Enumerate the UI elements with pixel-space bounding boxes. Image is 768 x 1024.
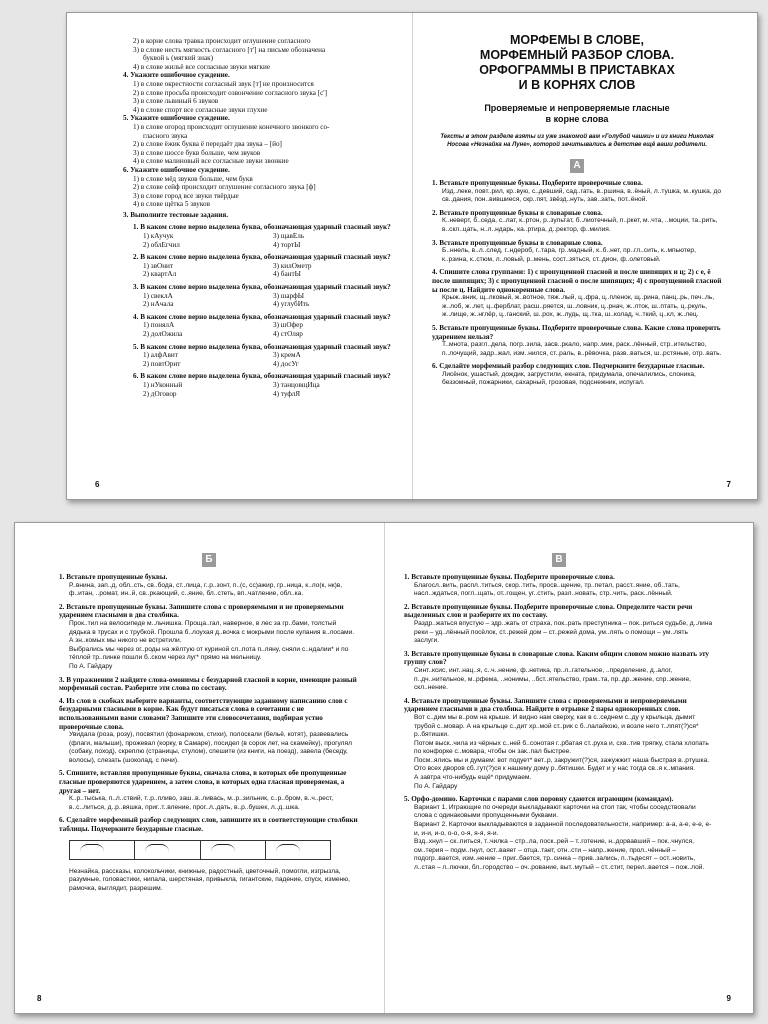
- text-line: 4. Укажите ошибочное суждение.: [123, 71, 230, 80]
- answer-option: 1) звОнит: [143, 261, 174, 270]
- level-badge-b: Б: [202, 553, 216, 567]
- exercise-heading: 1. Вставьте пропущенные буквы.: [59, 573, 168, 581]
- test-question: [123, 343, 403, 369]
- page-6-lines: [123, 37, 403, 209]
- answer-option: 1) понялА: [143, 321, 175, 330]
- exercise-body: Синт..ксис, инт..нац..я, с..ч..нение, ф..нетика, пр..л..гательное, ..пределение, д..алог, п..дч..нительное, м..рфема, ..нонимы, ..бст..ятельство, грам..та, пр..др..жение, спр..жение, скл..нение.: [414, 666, 691, 692]
- exercise: [59, 816, 359, 833]
- text-line: 3) в слове шоссе букв больше, чем звуков: [133, 148, 261, 157]
- section-title: [432, 33, 722, 93]
- page-7-content: [432, 33, 722, 388]
- exercise-heading: 6. Сделайте морфемный разбор следующих слов. Подчеркните безударные гласные.: [432, 362, 705, 371]
- exercise-body: Вот с..дим мы в..ром на крыше. И видно нам сверху, как в с..седнем с..ду у крыльца, дымит трубой с..мовар. А на крыльце с..дит хр..мой ст..рик с б..лалайкою, и возле него т..лпят(?)ся* р..бятишки. Потом выск..чила из чёрных с..ней б..сонотая г..рбатая ст..руха и, схв..тив тряпку, стала хлопать по конфорке с..мовара, чтобы он зак..пал быстрее. Посм..ялись мы и думаем: вот подует* вет..р, закружит(?)ся, зажужжит наша быстрая в..ртушка. Ото всех дворов сб..гут(?)ся к нашему дому р..бятишки. Будет и у нас тогда св..я к..мпания. А завтра что-нибудь ещё* придумаем. По А. Гайдару: [414, 713, 710, 790]
- page-7: [412, 13, 757, 499]
- morpheme-scheme-icon: [145, 844, 169, 852]
- exercise-body: Б..ннель, в..л..след, г..ндероб, г..тара, гр..мадный, к..б..нет, пр..гл..сить, к..мпьютер, к..рзина, к..стюм, л..ловый, р..мень, сост..зяться, ст..дион, ф..олетовый.: [442, 247, 696, 263]
- text-line: буквой ь (мягкий знак): [143, 54, 214, 63]
- answer-option: 2) дОговор: [143, 389, 177, 398]
- text-line: 6. Укажите ошибочное суждение.: [123, 165, 230, 174]
- page-number-9: 9: [726, 994, 731, 1003]
- exercise-body: Изд..леке, повт..рил, кр..вую, с..девший, сад..гать, в..ршина, в..ёный, л..тушка, м..кушка, до св..дания, пон..вившиеся, скр..пят, звёзд..нуть, зав..зать, пот..ёной.: [442, 187, 722, 204]
- exercise-heading: 6. Сделайте морфемный разбор следующих слов, запишите их в соответствующие столбики таблицы. Подчеркните безударные гласные.: [59, 816, 358, 834]
- text-line: 4) в слове жильё все согласные звуки мягкие: [133, 62, 271, 71]
- exercise-heading: 3. Вставьте пропущенные буквы в словарные слова. Каким общим словом можно назвать эту группу слов?: [404, 649, 710, 667]
- test-question: [123, 313, 403, 339]
- answer-option: 1) нУконный: [143, 380, 183, 389]
- exercise: [59, 603, 359, 672]
- table-column: [201, 841, 266, 859]
- page-number-6: 6: [95, 480, 100, 489]
- table-column: [135, 841, 200, 859]
- answer-option: 1) кАучук: [143, 232, 174, 241]
- title-line: ОРФОГРАММЫ В ПРИСТАВКАХ: [479, 63, 675, 77]
- exercise-body: Т..мнота, разгл..дела, погр..зила, засв..ркало, напр..мик, раск..лённый, стр..ительство, п..лочущий, задр..жал, изм..нился, ст..раль, в..рёвочка, разв..ваться, ш..рстяные, отр..вать.: [442, 341, 722, 357]
- exercise: [404, 650, 714, 693]
- answer-options: [123, 292, 403, 309]
- answer-option: 2) облЕгчил: [143, 240, 180, 249]
- level-badge-v: В: [552, 553, 566, 567]
- answer-option: 1) алфАвит: [143, 351, 178, 360]
- subtitle-line: в корне слова: [545, 114, 609, 124]
- answer-option: 3) кремА: [273, 351, 301, 360]
- title-line: И В КОРНЯХ СЛОВ: [518, 78, 636, 92]
- page-9-tasks: [404, 573, 714, 873]
- exercise-body: Прок..тил на велосипеде м..льчишка. Проща..гал, наверное, в лес за гр..бами, толстый дядька в трусах и с трубкой. Прошла б..лоухая д..вочка с мокрыми после купания в..лосами. А зн..комых мы никого не встретили. Выбрались мы через ог..роды на жёлтую от куриной сл..пота п..ляну, сняли с..ндалии* и по тёплой тр..пинке пошли б..ском через луг* прямо на мельницу. По А. Гайдару: [69, 619, 355, 670]
- exercise-body: К..неверт, б..седа, с..лат, к..ртон, р..зультат, б..лиотечный, п..ркет, м..чта, ..моции, та..рить, в..скл..цать, н..л..ндарь, ка..ртира, д..ректор, ф..милия.: [442, 217, 718, 233]
- answer-option: 4) туфлЯ: [273, 389, 301, 398]
- title-line: МОРФЕМНЫЙ РАЗБОР СЛОВА.: [479, 48, 675, 62]
- page-8-tasks: [59, 573, 359, 834]
- exercise: [59, 697, 359, 766]
- text-line: 1) в слове окрестности согласный звук [т] не произносится: [133, 79, 314, 88]
- answer-option: 3) танцовщИца: [273, 380, 320, 389]
- answer-option: 1) свеклА: [143, 291, 173, 300]
- exercise-heading: 1. Вставьте пропущенные буквы. Подберите проверочные слова.: [432, 179, 643, 187]
- test-question: [123, 223, 403, 249]
- exercise: [404, 697, 714, 792]
- text-line: 5. Укажите ошибочное суждение.: [123, 114, 230, 123]
- question-text: 2. В каком слове верно выделена буква, обозначающая ударный гласный звук?: [133, 253, 391, 262]
- page-7-tasks: [432, 179, 722, 388]
- answer-option: 3) щавЕль: [273, 232, 305, 241]
- exercise-body: Раздр..жаться впустую – здр..жать от страха, пок..рать преступника – пок..риться судьбе, д..лина реки – уд..лённый посёлок, ст..режей дом – ст..режей дома, ум..лять о помощи – ум..лять заслуги.: [414, 619, 713, 645]
- answer-option: 2) нАчала: [143, 300, 174, 309]
- text-line: 1) в слове мёд звуков больше, чем букв: [133, 174, 253, 183]
- exercise: [432, 268, 722, 320]
- section-subtitle: [432, 103, 722, 125]
- exercise-body: Крыж..вник, щ..лковый, ж..вотное, тяж..лый, ц..фра, ц..пленок, щ..рина, панц..рь, печ..ль, ж..лоб, ж..лет, ц..ферблат, расш..ряется, ш..ловник, ц..рнач, ж..лток, ш..птать, ц..ркуль, ж..лище, ж..нглёр, ц..ганский, ш..рох, ж..лудь, щ..тка, ш..колад, ч..ткий, ц..кл, ж..лец.: [442, 294, 715, 319]
- question-text: 4. В каком слове верно выделена буква, обозначающая ударный гласный звук?: [133, 312, 391, 321]
- exercise: [432, 324, 722, 358]
- bottom-page-spread: [14, 522, 754, 1014]
- answer-option: 3) килОметр: [273, 261, 312, 270]
- exercise-body: К..р..тыська, п..л..ствий, т..р..пливо, заш..в..ливась, м..р..зильник, с..р..бром, в..ч..рест, в..с..литься, д..р..вяшка, приг..т..вление, прог..л..дать, в..р..бушек, л..д..шка.: [69, 795, 334, 811]
- test-intro: [123, 211, 403, 220]
- table-column: [70, 841, 135, 859]
- page-6: [67, 13, 412, 499]
- exercise-heading: 5. Орфо-домино. Карточки с парами слов поровну сдаются играющим (командам).: [404, 795, 674, 804]
- question-text: 5. В каком слове верно выделена буква, обозначающая ударный гласный звук?: [133, 342, 391, 351]
- text-line: 2) в корне слова травка происходит оглушение согласного: [133, 37, 311, 45]
- exercise-body: Вариант 1. Играющие по очереди выкладывают карточки на стол так, чтобы соседствовали слова с одинаковыми пропущенными буквами. Вариант 2. Карточки выкладываются в заданной последовательности, например: а-а, а-е, е-е, е-и, и-и, и-о, о-о, о-я, я-я, я-и. Взд..хнул – ск..питься, т..чилка – стр..ла, поск..рей – т..готение, н..дорвавший – пок..чнулся, см..терия – подм..гнул, ост..ваяет – отца..тает, отн..сти – напр..жение, прол..чённый – подогр..вается, изм..нение – приг..бается, тр..синка – прив..зались, п..тьдесят – ост..новить, л..стая – л..пючки, бл..городство – оч..рование, выт..мутый – ст..стит, перел..вается – пож..лой.: [414, 803, 712, 871]
- answer-options: [123, 232, 403, 249]
- answer-option: 4) досУг: [273, 359, 299, 368]
- text-line: 3) в слове город все звуки твёрдые: [133, 191, 239, 200]
- top-page-spread: [66, 12, 758, 500]
- text-line: гласного звука: [143, 131, 188, 140]
- page-number-7: 7: [726, 480, 731, 489]
- exercise: [404, 573, 714, 599]
- answer-option: 2) повтОрит: [143, 359, 181, 368]
- exercise-heading: 3. Вставьте пропущенные буквы в словарные слова.: [432, 238, 603, 247]
- answer-option: 2) квартАл: [143, 270, 177, 279]
- exercise-heading: 2. Вставьте пропущенные буквы. Подберите проверочные слова. Определите части речи выделенных слов и разберите их по составу.: [404, 602, 693, 620]
- answer-options: [123, 381, 403, 398]
- question-text: 1. В каком слове верно выделена буква, обозначающая ударный гласный звук?: [133, 223, 391, 232]
- page-8-content: [59, 543, 359, 893]
- exercise-heading: 4. Из слов в скобках выберите варианты, соответствующие заданному написанию слов с безударными гласными в корне. Как будут писаться слова в сочетании с не использованными вами словами? Запишите эти словосочетания, подбирая устно проверочные слова.: [59, 696, 348, 731]
- table-column: [266, 841, 330, 859]
- text-line: 1) в слове огород происходит оглушение конечного звонкого со-: [133, 122, 330, 131]
- test-question: [123, 372, 403, 398]
- text-line: 4) в слове малиновый все согласные звуки звонкие: [133, 157, 289, 166]
- exercise: [432, 239, 722, 265]
- exercise-heading: 3. В упражнении 2 найдите слова-омонимы с безударной гласной в корне, имеющие разный морфемный состав. Разберите эти слова по составу.: [59, 675, 357, 693]
- exercise: [404, 795, 714, 872]
- page-9-content: [404, 543, 714, 873]
- exercise-body: Увидала (роза, розу), посвятил (фонариком, стихи), полоскали (бельё, котят), развевались (флаги, малыши), прожевал (корку, в Самаре), посидел (в сорок лет, на скамейку), прогулял (собаку, поход), скреплю (страницы, стулом), спешите (из книги, на поезд), завела (беседу, волосы), слезать (шоколад, с печи).: [69, 731, 352, 764]
- page-6-content: [123, 37, 403, 398]
- exercise: [432, 362, 722, 388]
- test-question: [123, 253, 403, 279]
- morpheme-scheme-icon: [211, 844, 235, 852]
- exercise: [432, 209, 722, 235]
- section-intro: Тексты в этом разделе взяты из уже знакомой вам «Голубой чашки» и из книги Николая Носова «Незнайка на Луне», которой зачитывались в детстве ещё ваши родители.: [440, 134, 714, 148]
- morpheme-scheme-icon: [276, 844, 300, 852]
- exercise-heading: 2. Вставьте пропущенные буквы. Запишите слова с проверяемыми и не проверяемыми ударением гласными в два столбика.: [59, 602, 344, 620]
- exercise-heading: 4. Спишите слова группами: 1) с пропущенной гласной и после шипящих и ц; 2) с е, ё после шипящих; 3) с пропущенной гласной о после шипящих; 4) с пропущенной гласной ы после ц. Найдите однокоренные слова.: [432, 268, 722, 294]
- level-badge-a: А: [570, 159, 584, 173]
- answer-option: 4) углубИть: [273, 300, 310, 309]
- exercise-heading: 1. Вставьте пропущенные буквы. Подберите проверочные слова.: [404, 573, 615, 581]
- exercise-body: Благосл..вить, распл..титься, скор..тить, просв..щение, тр..петал, расст..яние, об..тать, насл..ждаться, погл..щать, от..гощен, уг..стить, разл..новать, стр..чить, раск..лённый.: [414, 581, 680, 598]
- answer-options: [123, 262, 403, 279]
- page-number-8: 8: [37, 994, 42, 1003]
- answer-option: 4) стОляр: [273, 330, 303, 338]
- answer-options: [123, 351, 403, 368]
- text-line: 2) в слове ёжик буква ё передаёт два звука – [йо]: [133, 140, 282, 149]
- morpheme-table: [69, 840, 331, 860]
- exercise-heading: 2. Вставьте пропущенные буквы в словарные слова.: [432, 208, 603, 217]
- exercise-body: Лисёнок, ушастый, дождик, загрустили, екната, придумала, опечалились, слоника, беззомный, пожарники, сахарный, грозовая, подснежник, испугал.: [442, 370, 696, 387]
- morpheme-scheme-icon: [80, 844, 104, 852]
- exercise: [404, 603, 714, 646]
- exercise: [59, 573, 359, 599]
- exercise: [59, 676, 359, 693]
- exercise: [59, 769, 359, 812]
- exercise-heading: 5. Вставьте пропущенные буквы. Подберите проверочные слова. Какие слова проверить ударением нельзя?: [432, 323, 721, 341]
- answer-option: 3) шОфер: [273, 321, 303, 330]
- text-line: 4) в слове щётка 5 звуков: [133, 200, 211, 209]
- exercise-heading: 4. Вставьте пропущенные буквы. Запишите слова с проверяемыми и непроверяемыми ударением гласными в два столбика. Найдите в отрывке 2 пары однокоренных слов.: [404, 696, 687, 714]
- answer-option: 2) долОжила: [143, 330, 183, 338]
- text-line: 2) в слове сейф происходит оглушение согласного звука [ф]: [133, 183, 316, 192]
- exercise-body: Р..внина, зап..д, обл..сть, св..бода, ст..лица, г..р..зонт, п..(с, сс)ажир, гр..ница, к..ло(к, нк)в, ф..итан, ..ромат, ин..й, св..ркающий, с..яние, бл..стеть, вп..чатление, обл..ка.: [69, 581, 343, 598]
- page-9: [384, 523, 753, 1013]
- test-questions: [123, 223, 403, 398]
- answer-options: [123, 321, 403, 338]
- answer-option: 4) бантЫ: [273, 270, 301, 279]
- text-line: 3) в слове несть мягкость согласного [т'] на письме обозначена: [133, 45, 326, 54]
- test-question: [123, 283, 403, 309]
- subtitle-line: Проверяемые и непроверяемые гласные: [484, 103, 670, 113]
- answer-option: 3) шарфЫ: [273, 291, 305, 300]
- text-line: 4) в слове спорт все согласные звуки глухие: [133, 105, 268, 114]
- answer-option: 4) тортЫ: [273, 240, 301, 249]
- question-text: 3. В каком слове верно выделена буква, обозначающая ударный гласный звук?: [133, 283, 391, 292]
- text-line: 3) в слове львиный 6 звуков: [133, 97, 219, 106]
- test-intro-text: 3. Выполните тестовые задания.: [123, 210, 229, 219]
- question-text: 6. В каком слове верно выделена буква, обозначающая ударный гласный звук?: [133, 372, 391, 381]
- title-line: МОРФЕМЫ В СЛОВЕ,: [510, 33, 644, 47]
- exercise: [432, 179, 722, 205]
- exercise-heading: 5. Спишите, вставляя пропущенные буквы, сначала слова, в которых обе пропущенные гласные проверяются ударением, а затем слова, в которых одна гласная проверяемая, а другая – нет.: [59, 769, 347, 795]
- text-line: 2) в слове просьба происходит озвончение согласного звука [с']: [133, 88, 327, 97]
- word-list: Незнайка, рассказы, колокольчики, книжные, радостный, цветочный, помогли, изгрызла, разумные, головастики, нипала, шерстяная, привыкла, гигантские, падение, спуск, изменю, рамочка, выглядит, разрешим.: [69, 867, 350, 892]
- page-8: [15, 523, 384, 1013]
